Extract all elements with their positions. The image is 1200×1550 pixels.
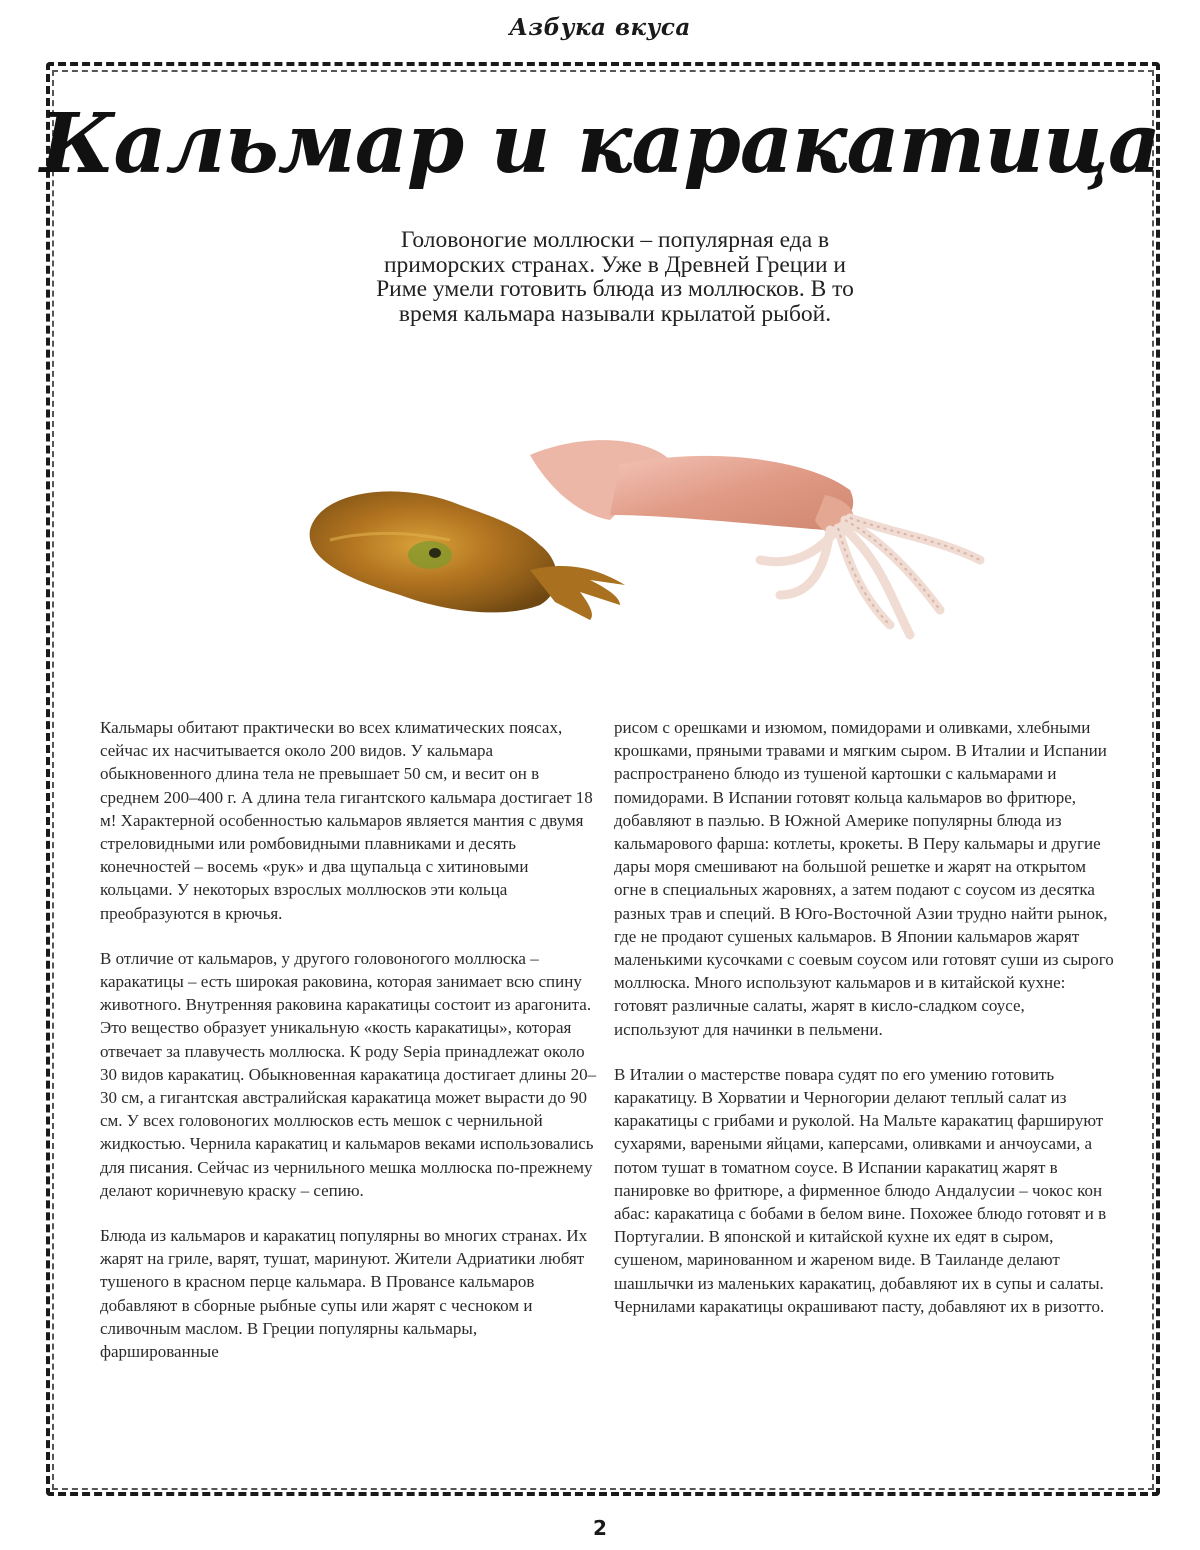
cuttlefish-image xyxy=(310,491,625,620)
page-title: Кальмар и каракатица xyxy=(39,96,1161,192)
cephalopods-illustration xyxy=(290,420,1010,660)
intro-text: Головоногие моллюски – популярная еда в приморских странах. Уже в Древней Греции и Риме умели готовить блюда из моллюсков. В то время кальмара называли крылатой рыбой. xyxy=(376,227,854,327)
paragraph: рисом с орешками и изюмом, помидорами и оливками, хлебными крошками, пряными травами и мягким сыром. В Италии и Испании распространено блюдо из тушеной картошки с кальмарами и помидорами. В Испании готовят кольца кальмаров во фритюре, добавляют в паэлью. В Южной Америке популярны блюда из кальмарового фарша: котлеты, крокеты. В Перу кальмары и другие дары моря смешивают на большой решетке и жарят на открытом огне в специальных жаровнях, а затем подают с соусом из десятка разных трав и специй. В Юго-Восточной Азии трудно найти рынок, где не продают сушеных кальмаров. В Японии кальмаров жарят маленькими кусочками с соевым соусом или готовят суши из сырого моллюска. Много используют кальмаров и в китайской кухне: готовят различные салаты, жарят в кисло-сладком соусе, используют для начинки в пельмени. xyxy=(614,718,1114,1039)
page-number: 2 xyxy=(593,1516,607,1540)
paragraph: Блюда из кальмаров и каракатиц популярны во многих странах. Их жарят на гриле, варят, тушат, маринуют. Жители Адриатики любят тушеного в красном перце кальмара. В Провансе кальмаров добавляют в сборные рыбные супы или жарят с чесноком и сливочным маслом. В Греции популярны кальмары, фаршированные xyxy=(100,1226,588,1362)
paragraph: В Италии о мастерстве повара судят по его умению готовить каракатицу. В Хорватии и Черногории делают теплый салат из каракатицы с грибами и руколой. На Мальте каракатиц фаршируют сухарями, вареными яйцами, каперсами, оливками и анчоусами, а потом тушат в томатном соусе. В Испании каракатиц жарят в панировке во фритюре, а фирменное блюдо Андалусии – чокос кон абас: каракатица с бобами в белом вине. Похожее блюдо готовят и в Португалии. В японской и китайской кухне их едят в сыром, сушеном, маринованном и жареном виде. В Таиланде делают шашлычки из маленьких каракатиц, добавляют их в супы и салаты. Чернилами каракатицы окрашивают пасту, добавляют их в ризотто. xyxy=(614,1064,1107,1316)
paragraph: Кальмары обитают практически во всех климатических поясах, сейчас их насчитывается около 200 видов. У кальмара обыкновенного длина тела не превышает 50 см, и весит он в среднем 200–400 г. А длина тела гигантского кальмара достигает 18 м! Характерной особенностью кальмаров является мантия с двумя стреловидными или ромбовидными плавниками и десять конечностей – восемь «рук» и два щупальца с хитиновыми кольцами. У некоторых взрослых моллюсков эти кольца преобразуются в крючья. xyxy=(100,718,593,923)
text-column-right xyxy=(614,716,1114,1340)
paragraph: В отличие от кальмаров, у другого головоногого моллюска – каракатицы – есть широкая раковина, которая занимает всю спину животного. Внутренняя раковина каракатицы состоит из арагонита. Это вещество образует уникальную «кость каракатицы», которая отвечает за плавучесть моллюска. К роду Sepia принадлежат около 30 видов каракатиц. Обыкновенная каракатица достигает длины 20–30 см, а гигантская австралийская каракатица может вырасти до 90 см. У всех головоногих моллюсков есть мешок с чернильной жидкостью. Чернила каракатиц и кальмаров веками использовались для писания. Сейчас из чернильного мешка моллюска по-прежнему делают коричневую краску – сепию. xyxy=(100,948,597,1200)
text-column-left xyxy=(100,716,600,1385)
section-label: Азбука вкуса xyxy=(509,14,691,41)
squid-image xyxy=(530,440,980,635)
